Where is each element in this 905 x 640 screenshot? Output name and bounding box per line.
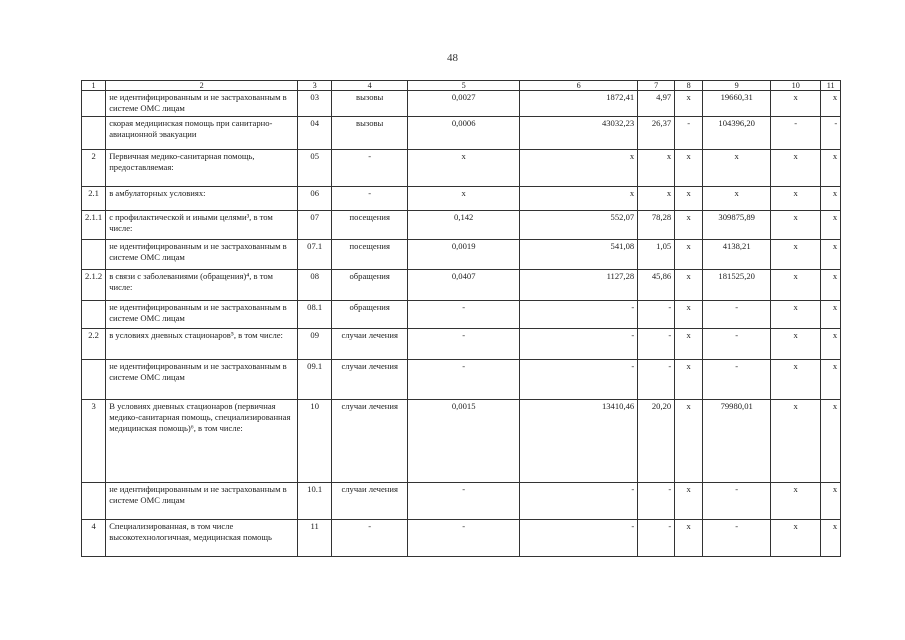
table-row	[82, 211, 841, 240]
column-header: 10	[771, 81, 821, 91]
column-header: 7	[638, 81, 675, 91]
table-cell	[82, 240, 106, 270]
table-cell: 2	[82, 150, 106, 187]
table-row	[82, 520, 841, 557]
table-cell: -	[520, 520, 638, 557]
table-cell: -	[408, 360, 520, 400]
table-cell: x	[638, 150, 675, 187]
table-cell: не идентифицированным и не застрахованным в системе ОМС лицам	[106, 301, 298, 329]
table-cell: не идентифицированным и не застрахованным в системе ОМС лицам	[106, 483, 298, 520]
table-row	[82, 400, 841, 483]
table-cell: -	[332, 520, 408, 557]
table-cell: x	[675, 150, 703, 187]
table-cell: -	[408, 301, 520, 329]
table-row	[82, 360, 841, 400]
table-row	[82, 270, 841, 301]
table-cell: в амбулаторных условиях:	[106, 187, 298, 211]
table-cell: -	[638, 301, 675, 329]
table-cell: в условиях дневных стационаров⁵, в том числе:	[106, 329, 298, 360]
table-row	[82, 329, 841, 360]
table-cell: -	[703, 301, 771, 329]
table-header-row	[82, 81, 841, 91]
table-row	[82, 301, 841, 329]
table-cell: x	[821, 329, 841, 360]
table-cell: 0,142	[408, 211, 520, 240]
table-cell	[82, 483, 106, 520]
table-cell: x	[675, 301, 703, 329]
table-cell: x	[821, 270, 841, 301]
table-cell: 2.2	[82, 329, 106, 360]
table-cell: x	[771, 211, 821, 240]
table-cell: -	[703, 520, 771, 557]
table-cell: x	[821, 483, 841, 520]
table-cell: Первичная медико-санитарная помощь, предоставляемая:	[106, 150, 298, 187]
table-cell	[82, 301, 106, 329]
table-row	[82, 91, 841, 117]
column-header: 5	[408, 81, 520, 91]
table-row	[82, 150, 841, 187]
table-cell: 09	[298, 329, 332, 360]
table-cell: не идентифицированным и не застрахованным в системе ОМС лицам	[106, 360, 298, 400]
table-cell: -	[703, 360, 771, 400]
table-cell: 08.1	[298, 301, 332, 329]
table-cell: 10.1	[298, 483, 332, 520]
table-cell: не идентифицированным и не застрахованным в системе ОМС лицам	[106, 240, 298, 270]
table-cell: обращения	[332, 301, 408, 329]
table-cell: x	[771, 360, 821, 400]
table-cell: 13410,46	[520, 400, 638, 483]
column-header: 1	[82, 81, 106, 91]
table-cell: 06	[298, 187, 332, 211]
table-cell: -	[771, 117, 821, 150]
table-cell: x	[520, 150, 638, 187]
table-cell: -	[408, 329, 520, 360]
table-cell: x	[675, 520, 703, 557]
table-cell: -	[638, 520, 675, 557]
table-cell: x	[821, 91, 841, 117]
table-cell: x	[703, 187, 771, 211]
table-cell: -	[520, 329, 638, 360]
table-cell: -	[520, 360, 638, 400]
column-header: 11	[821, 81, 841, 91]
table-cell: x	[675, 360, 703, 400]
table-cell: x	[821, 301, 841, 329]
table-cell: 4,97	[638, 91, 675, 117]
table-cell: 79980,01	[703, 400, 771, 483]
table-cell: x	[771, 329, 821, 360]
table-cell: обращения	[332, 270, 408, 301]
table-cell: -	[703, 483, 771, 520]
table-cell: В условиях дневных стационаров (первичная медико-санитарная помощь, специализированная медицинская помощь)⁶, в том числе:	[106, 400, 298, 483]
table-cell: 43032,23	[520, 117, 638, 150]
table-cell	[82, 360, 106, 400]
table-cell: 07	[298, 211, 332, 240]
table-cell: Специализированная, в том числе высокотехнологичная, медицинская помощь	[106, 520, 298, 557]
table-cell: x	[771, 270, 821, 301]
table-cell: случаи лечения	[332, 360, 408, 400]
table-cell: -	[408, 520, 520, 557]
table-cell: x	[821, 360, 841, 400]
table-cell: 20,20	[638, 400, 675, 483]
table-cell: x	[703, 150, 771, 187]
table-cell: x	[675, 211, 703, 240]
table-cell: -	[332, 150, 408, 187]
table-cell: 0,0015	[408, 400, 520, 483]
table-cell: 0,0019	[408, 240, 520, 270]
table-cell: 0,0027	[408, 91, 520, 117]
column-header: 2	[106, 81, 298, 91]
table-row	[82, 187, 841, 211]
table-cell: x	[675, 400, 703, 483]
table-cell: x	[821, 520, 841, 557]
table-cell: x	[771, 400, 821, 483]
table-row	[82, 117, 841, 150]
table-cell: -	[520, 483, 638, 520]
table-cell: x	[821, 150, 841, 187]
table-cell: 08	[298, 270, 332, 301]
table-cell: 09.1	[298, 360, 332, 400]
table-cell: x	[675, 329, 703, 360]
column-header: 4	[332, 81, 408, 91]
table-cell: не идентифицированным и не застрахованным в системе ОМС лицам	[106, 91, 298, 117]
data-table	[81, 80, 841, 557]
table-cell: x	[771, 520, 821, 557]
table-cell: 552,07	[520, 211, 638, 240]
table-cell: 4	[82, 520, 106, 557]
table-cell: -	[638, 329, 675, 360]
table-cell: скорая медицинская помощь при санитарно-авиационной эвакуации	[106, 117, 298, 150]
table-cell: 1872,41	[520, 91, 638, 117]
table-cell: -	[675, 117, 703, 150]
column-header: 6	[520, 81, 638, 91]
table-cell: x	[821, 240, 841, 270]
column-header: 9	[703, 81, 771, 91]
table-cell: случаи лечения	[332, 483, 408, 520]
table-cell: 0,0006	[408, 117, 520, 150]
table-cell: посещения	[332, 240, 408, 270]
table-cell: x	[675, 270, 703, 301]
table-cell: 1,05	[638, 240, 675, 270]
table-cell: x	[821, 211, 841, 240]
table-cell: x	[638, 187, 675, 211]
table-cell: 104396,20	[703, 117, 771, 150]
table-cell: посещения	[332, 211, 408, 240]
table-cell: -	[638, 483, 675, 520]
table-cell: x	[821, 400, 841, 483]
table-cell: 19660,31	[703, 91, 771, 117]
table-cell: 309875,89	[703, 211, 771, 240]
table-cell: -	[703, 329, 771, 360]
table-cell: -	[821, 117, 841, 150]
table-cell: x	[771, 240, 821, 270]
table-cell: вызовы	[332, 117, 408, 150]
table-cell: 10	[298, 400, 332, 483]
table-cell: x	[408, 150, 520, 187]
table-cell: -	[638, 360, 675, 400]
table-cell: с профилактической и иными целями³, в том числе:	[106, 211, 298, 240]
table-cell: 04	[298, 117, 332, 150]
table-cell: случаи лечения	[332, 400, 408, 483]
table-cell: 2.1	[82, 187, 106, 211]
column-header: 3	[298, 81, 332, 91]
table-cell: -	[332, 187, 408, 211]
table-cell: x	[675, 483, 703, 520]
table-cell: 4138,21	[703, 240, 771, 270]
table-cell: x	[520, 187, 638, 211]
table-cell: 45,86	[638, 270, 675, 301]
table-cell: 2.1.2	[82, 270, 106, 301]
table-cell: 05	[298, 150, 332, 187]
table-cell: x	[771, 150, 821, 187]
table-cell: в связи с заболеваниями (обращения)⁴, в том числе:	[106, 270, 298, 301]
table-cell: x	[771, 187, 821, 211]
page-number: 48	[447, 52, 458, 64]
table-cell: x	[408, 187, 520, 211]
table-cell: x	[675, 91, 703, 117]
table-cell: 78,28	[638, 211, 675, 240]
table-cell: 2.1.1	[82, 211, 106, 240]
table-cell: x	[675, 240, 703, 270]
table-cell: вызовы	[332, 91, 408, 117]
table-cell	[82, 117, 106, 150]
table-cell: -	[520, 301, 638, 329]
table-cell: 26,37	[638, 117, 675, 150]
table-row	[82, 483, 841, 520]
table-cell	[82, 91, 106, 117]
table-cell: 11	[298, 520, 332, 557]
table-cell: 181525,20	[703, 270, 771, 301]
table-cell: x	[771, 301, 821, 329]
table-cell: x	[675, 187, 703, 211]
table-cell: 07.1	[298, 240, 332, 270]
table-cell: 3	[82, 400, 106, 483]
table-row	[82, 240, 841, 270]
table-cell: 541,08	[520, 240, 638, 270]
table-cell: 03	[298, 91, 332, 117]
table-cell: случаи лечения	[332, 329, 408, 360]
table-cell: 1127,28	[520, 270, 638, 301]
table-cell: x	[771, 91, 821, 117]
table-cell: x	[771, 483, 821, 520]
table-cell: x	[821, 187, 841, 211]
table-cell: 0,0407	[408, 270, 520, 301]
column-header: 8	[675, 81, 703, 91]
table-cell: -	[408, 483, 520, 520]
